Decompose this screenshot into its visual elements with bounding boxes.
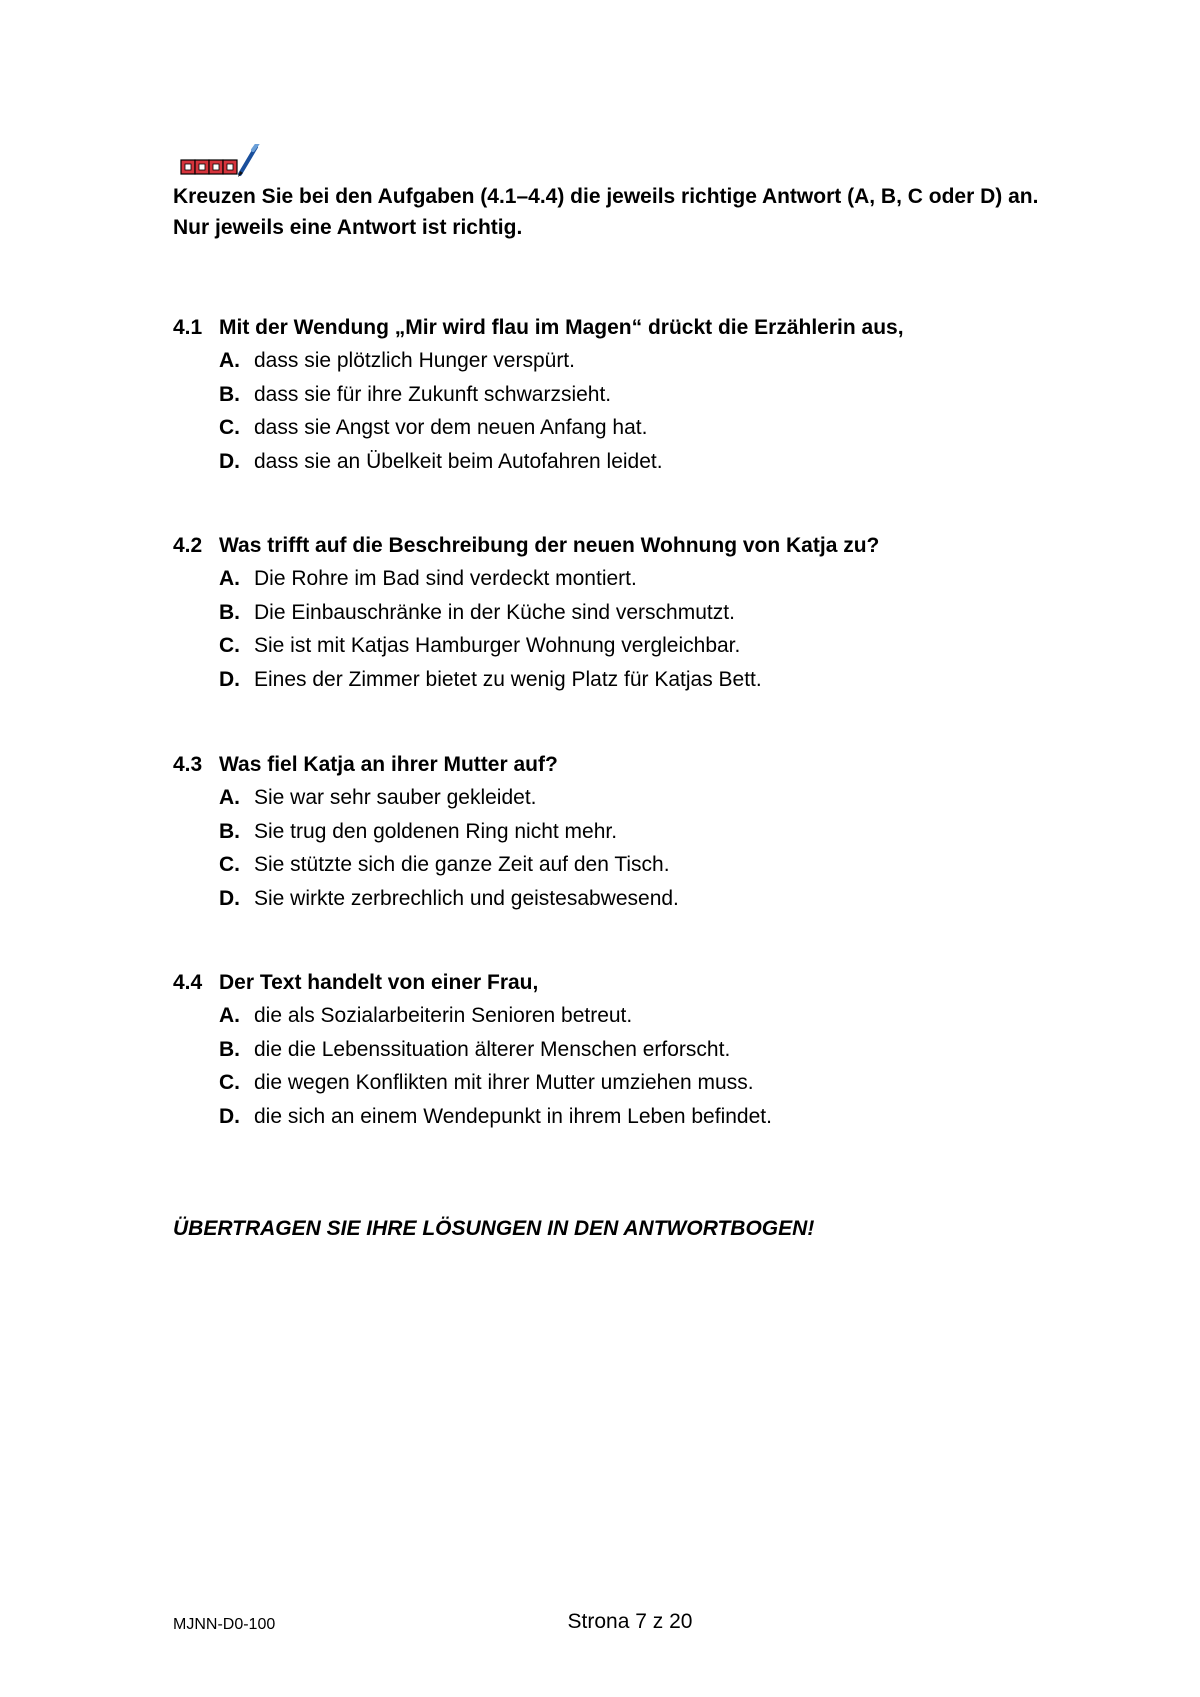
option-letter: A. bbox=[219, 349, 240, 372]
option-text: Sie trug den goldenen Ring nicht mehr. bbox=[254, 819, 618, 843]
option-text: Sie war sehr sauber gekleidet. bbox=[254, 786, 537, 809]
answer-option-c[interactable] bbox=[219, 411, 1133, 445]
answer-option-d[interactable] bbox=[219, 663, 1133, 697]
option-letter: C. bbox=[219, 1071, 240, 1094]
answer-option-a[interactable] bbox=[219, 999, 1133, 1033]
option-letter: A. bbox=[219, 1004, 240, 1027]
task-number: 4.4 bbox=[173, 971, 203, 994]
option-text: dass sie an Übelkeit beim Autofahren leidet. bbox=[254, 449, 663, 473]
option-text: dass sie Angst vor dem neuen Anfang hat. bbox=[254, 416, 648, 439]
answer-option-b[interactable] bbox=[219, 596, 1133, 630]
option-letter: B. bbox=[219, 600, 240, 624]
answer-option-c[interactable] bbox=[219, 1066, 1133, 1100]
option-text: Die Einbauschränke in der Küche sind verschmutzt. bbox=[254, 600, 735, 624]
answer-option-d[interactable] bbox=[219, 1100, 1133, 1134]
task-question: Was trifft auf die Beschreibung der neuen Wohnung von Katja zu? bbox=[219, 534, 880, 557]
option-text: Eines der Zimmer bietet zu wenig Platz für Katjas Bett. bbox=[254, 667, 762, 691]
answer-option-c[interactable] bbox=[219, 848, 1133, 882]
page-number: Strona 7 z 20 bbox=[567, 1610, 693, 1633]
option-text: Sie stützte sich die ganze Zeit auf den Tisch. bbox=[254, 853, 670, 876]
task-4-2 bbox=[173, 530, 1133, 696]
option-letter: C. bbox=[219, 853, 240, 876]
option-text: die als Sozialarbeiterin Senioren betreut. bbox=[254, 1004, 633, 1027]
option-letter: C. bbox=[219, 416, 240, 439]
task-number: 4.3 bbox=[173, 753, 203, 776]
exam-code: MJNN-D0-100 bbox=[173, 1616, 276, 1633]
option-letter: A. bbox=[219, 567, 240, 590]
instruction-line-2: Nur jeweils eine Antwort ist richtig. bbox=[173, 216, 523, 239]
option-letter: B. bbox=[219, 819, 240, 843]
answer-option-a[interactable] bbox=[219, 562, 1133, 596]
task-4-4 bbox=[173, 967, 1133, 1133]
option-letter: C. bbox=[219, 634, 240, 657]
option-text: die wegen Konflikten mit ihrer Mutter umziehen muss. bbox=[254, 1071, 754, 1094]
instruction-line-1: Kreuzen Sie bei den Aufgaben (4.1–4.4) die jeweils richtige Antwort (A, B, C oder D) an. bbox=[173, 185, 1039, 208]
option-letter: D. bbox=[219, 1104, 240, 1128]
option-letter: A. bbox=[219, 786, 240, 809]
answer-option-b[interactable] bbox=[219, 378, 1133, 412]
option-letter: D. bbox=[219, 449, 240, 473]
task-4-1 bbox=[173, 312, 1133, 478]
option-letter: D. bbox=[219, 667, 240, 691]
answer-option-c[interactable] bbox=[219, 629, 1133, 663]
transfer-answers-instruction: ÜBERTRAGEN SIE IHRE LÖSUNGEN IN DEN ANTWORTBOGEN! bbox=[173, 1217, 815, 1240]
answer-option-a[interactable] bbox=[219, 781, 1133, 815]
option-text: die die Lebenssituation älterer Menschen erforscht. bbox=[254, 1037, 731, 1061]
option-text: die sich an einem Wendepunkt in ihrem Leben befindet. bbox=[254, 1104, 772, 1128]
option-text: dass sie plötzlich Hunger verspürt. bbox=[254, 349, 575, 372]
task-question: Was fiel Katja an ihrer Mutter auf? bbox=[219, 753, 558, 776]
option-text: dass sie für ihre Zukunft schwarzsieht. bbox=[254, 382, 612, 406]
option-letter: B. bbox=[219, 382, 240, 406]
option-text: Die Rohre im Bad sind verdeckt montiert. bbox=[254, 567, 637, 590]
task-question: Der Text handelt von einer Frau, bbox=[219, 971, 539, 994]
answer-option-b[interactable] bbox=[219, 815, 1133, 849]
option-text: Sie wirkte zerbrechlich und geistesabwesend. bbox=[254, 886, 679, 910]
task-number: 4.1 bbox=[173, 316, 203, 339]
checkboxes-pen-icon bbox=[180, 144, 262, 178]
answer-option-d[interactable] bbox=[219, 882, 1133, 916]
option-letter: B. bbox=[219, 1037, 240, 1061]
answer-option-b[interactable] bbox=[219, 1033, 1133, 1067]
answer-option-d[interactable] bbox=[219, 445, 1133, 479]
task-question: Mit der Wendung „Mir wird flau im Magen“ drückt die Erzählerin aus, bbox=[219, 316, 904, 339]
option-letter: D. bbox=[219, 886, 240, 910]
task-instructions bbox=[173, 181, 1133, 243]
option-text: Sie ist mit Katjas Hamburger Wohnung vergleichbar. bbox=[254, 634, 741, 657]
task-number: 4.2 bbox=[173, 534, 203, 557]
answer-option-a[interactable] bbox=[219, 344, 1133, 378]
task-4-3 bbox=[173, 749, 1133, 915]
